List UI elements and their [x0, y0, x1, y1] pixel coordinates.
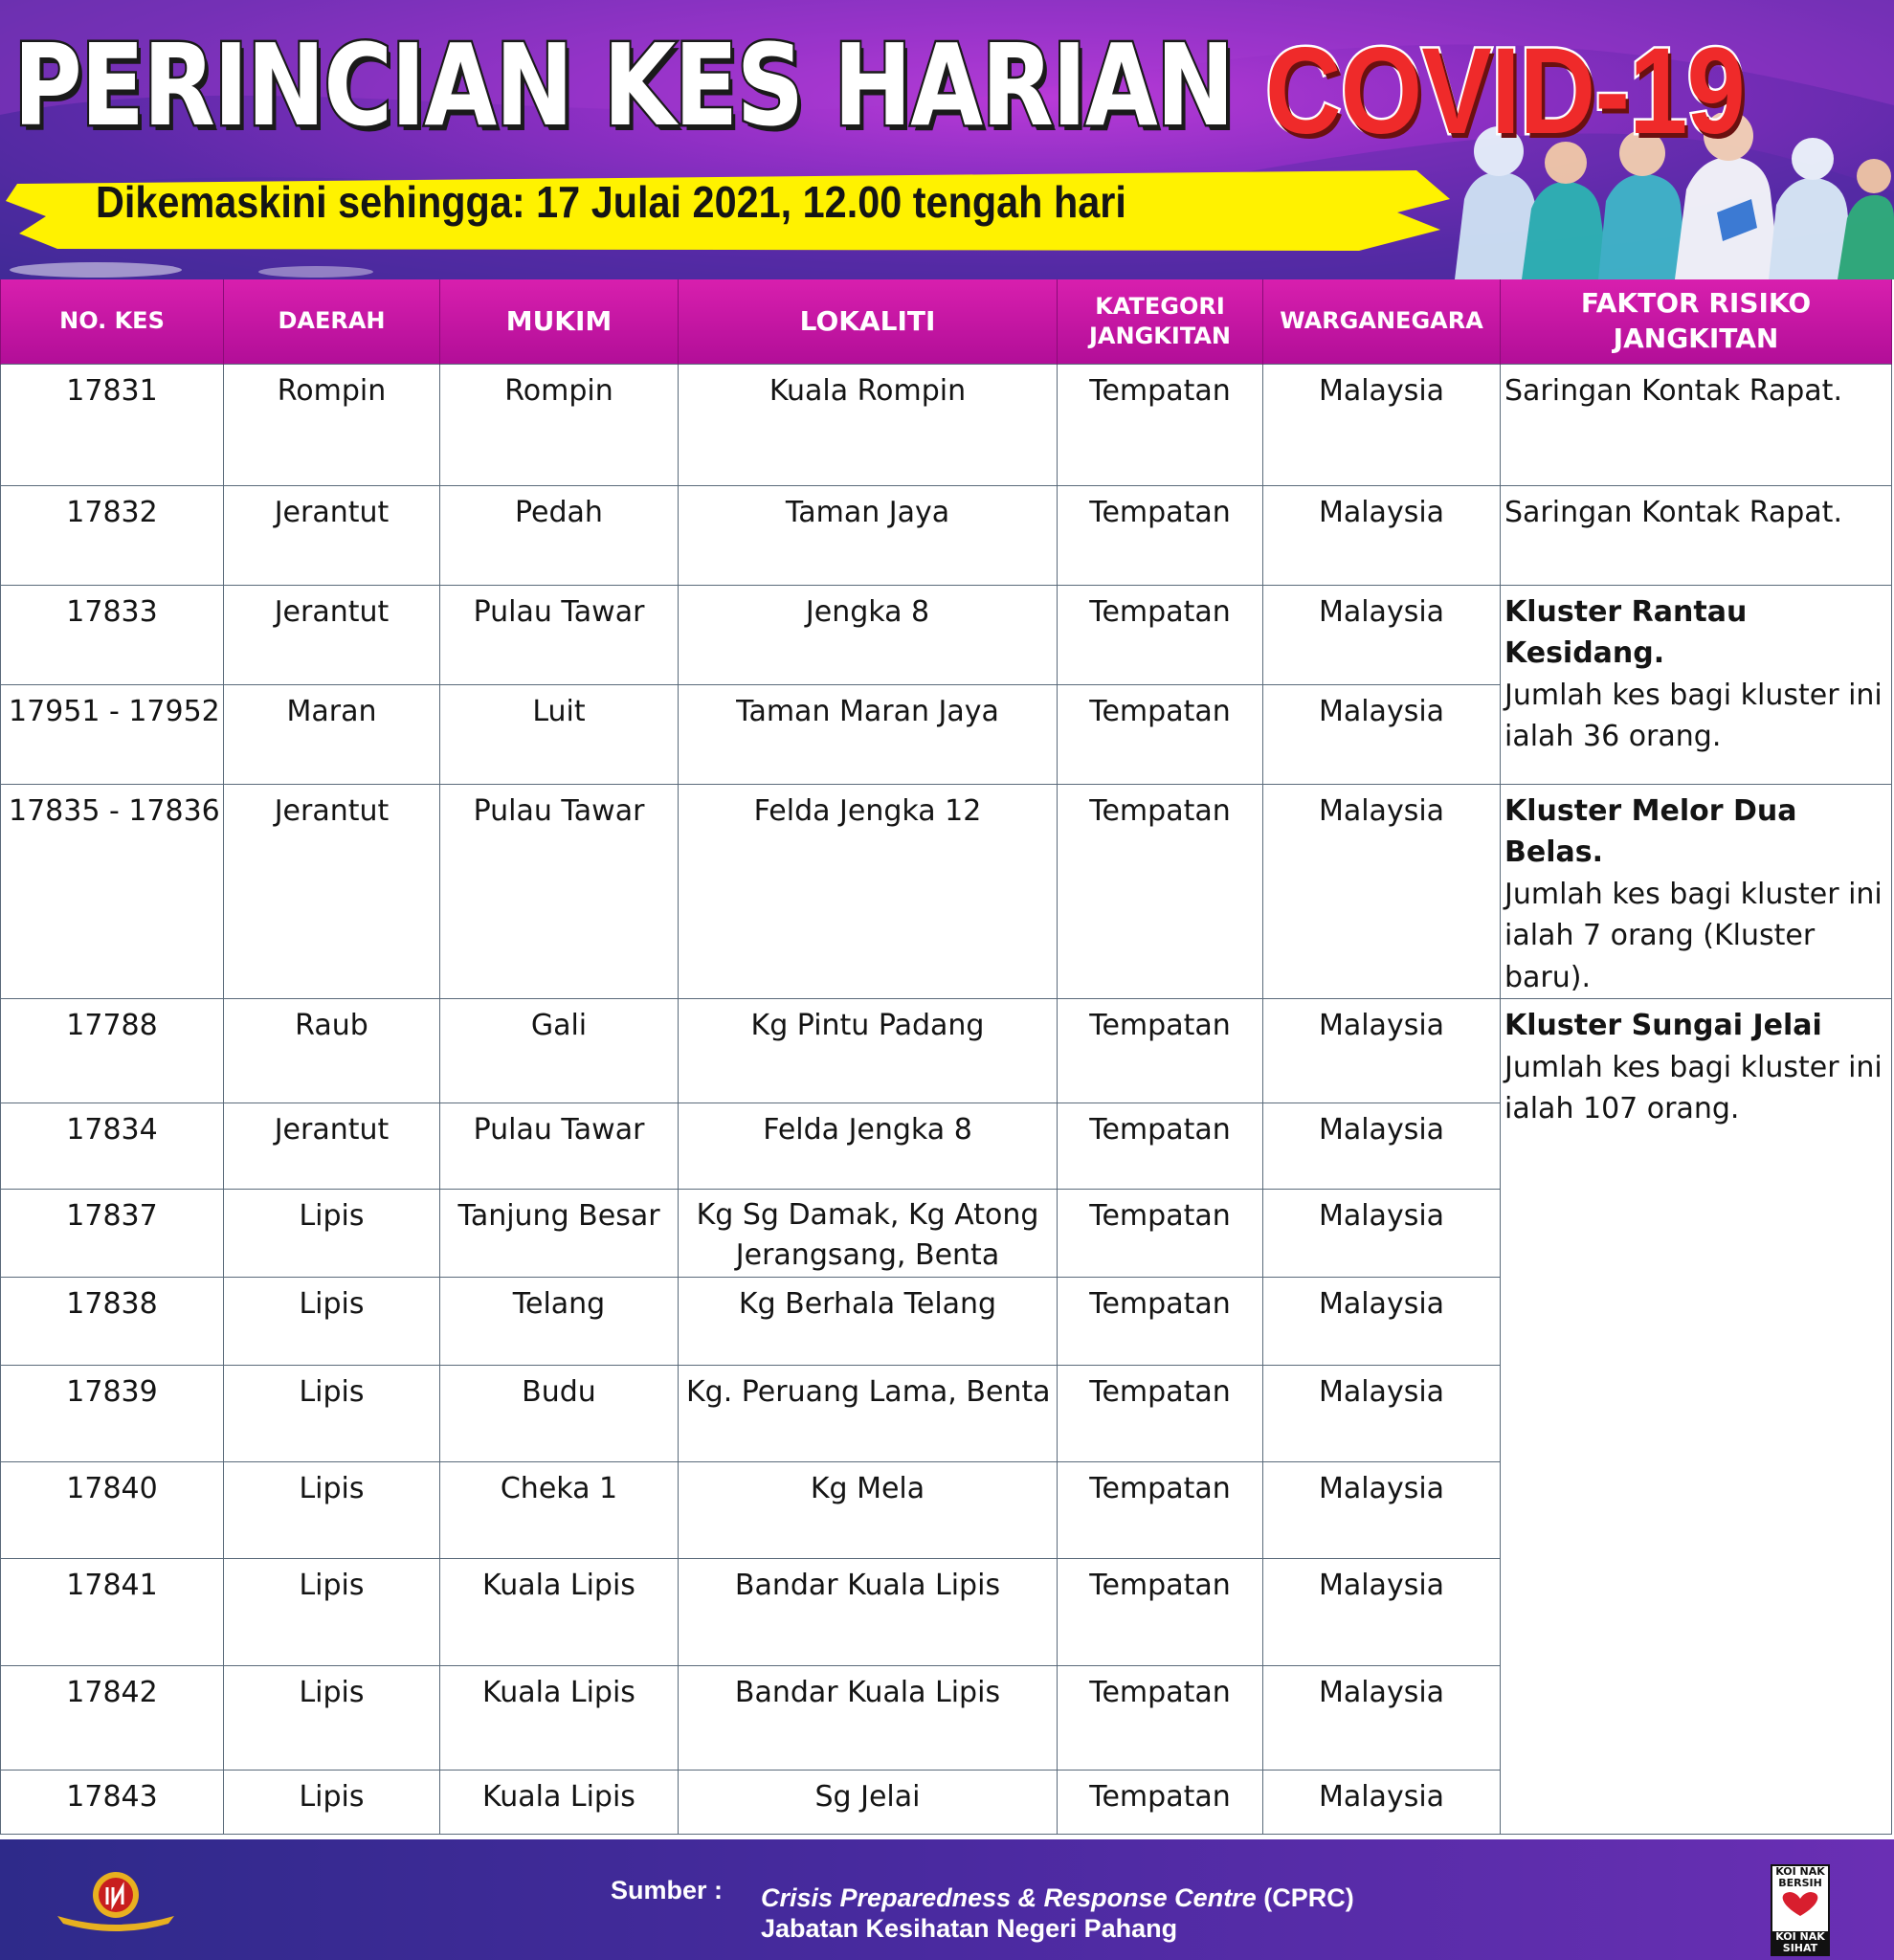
- cell-mukim: Budu: [440, 1366, 679, 1462]
- koi-nak-sihat-logo: [1771, 1864, 1830, 1956]
- cell-mukim: Pulau Tawar: [440, 585, 679, 684]
- cell-daerah: Maran: [224, 684, 440, 784]
- cell-daerah: Lipis: [224, 1190, 440, 1278]
- header-banner: [0, 0, 1894, 279]
- cell-lokaliti: Kg. Peruang Lama, Benta: [679, 1366, 1058, 1462]
- cell-daerah: Lipis: [224, 1559, 440, 1666]
- cell-daerah: Lipis: [224, 1771, 440, 1835]
- cell-mukim: Kuala Lipis: [440, 1559, 679, 1666]
- col-header-kategori: [1058, 279, 1263, 364]
- koi-logo-bottom-text: KOI NAK SIHAT: [1772, 1931, 1828, 1954]
- case-table: [0, 279, 1892, 1835]
- cell-lokaliti: Felda Jengka 8: [679, 1103, 1058, 1190]
- cell-mukim: Pedah: [440, 485, 679, 585]
- table-row: [1, 485, 1892, 585]
- cell-no-kes: 17841: [1, 1559, 224, 1666]
- cell-no-kes: 17831: [1, 364, 224, 485]
- faktor-text: Saringan Kontak Rapat.: [1504, 495, 1842, 529]
- table-row: [1, 784, 1892, 999]
- col-header-kategori-line1: KATEGORI: [1095, 292, 1225, 320]
- cell-kategori: Tempatan: [1058, 1462, 1263, 1559]
- faktor-text: Jumlah kes bagi kluster ini ialah 7 orang (Kluster baru).: [1504, 877, 1883, 994]
- updated-timestamp: Dikemaskini sehingga: 17 Julai 2021, 12.00 tengah hari: [96, 177, 1126, 227]
- cell-faktor: [1501, 585, 1892, 784]
- cell-daerah: Lipis: [224, 1462, 440, 1559]
- col-header-no-kes: NO. KES: [1, 279, 224, 364]
- col-header-mukim: MUKIM: [440, 279, 679, 364]
- cell-warganegara: Malaysia: [1263, 1462, 1501, 1559]
- cell-warganegara: Malaysia: [1263, 1771, 1501, 1835]
- cell-warganegara: Malaysia: [1263, 684, 1501, 784]
- cell-kategori: Tempatan: [1058, 1190, 1263, 1278]
- cell-lokaliti: Kg Pintu Padang: [679, 999, 1058, 1103]
- col-header-faktor: [1501, 279, 1892, 364]
- faktor-cluster-name: Kluster Melor Dua Belas.: [1504, 793, 1797, 869]
- koi-logo-top-text: KOI NAK BERSIH: [1775, 1865, 1825, 1889]
- cell-lokaliti: Kg Sg Damak, Kg Atong Jerangsang, Benta: [679, 1190, 1058, 1278]
- table-row: [1, 999, 1892, 1103]
- cell-daerah: Jerantut: [224, 784, 440, 999]
- cell-warganegara: Malaysia: [1263, 485, 1501, 585]
- cell-no-kes: 17788: [1, 999, 224, 1103]
- cell-lokaliti: Kg Berhala Telang: [679, 1278, 1058, 1366]
- cell-mukim: Pulau Tawar: [440, 784, 679, 999]
- cell-faktor: [1501, 364, 1892, 485]
- cell-warganegara: Malaysia: [1263, 999, 1501, 1103]
- cell-lokaliti: Felda Jengka 12: [679, 784, 1058, 999]
- cell-daerah: Lipis: [224, 1666, 440, 1771]
- cell-mukim: Gali: [440, 999, 679, 1103]
- cell-lokaliti: Kg Mela: [679, 1462, 1058, 1559]
- col-header-daerah: DAERAH: [224, 279, 440, 364]
- cell-warganegara: Malaysia: [1263, 1559, 1501, 1666]
- source-organization: [761, 1883, 1354, 1913]
- cell-kategori: Tempatan: [1058, 784, 1263, 999]
- cell-no-kes: 17833: [1, 585, 224, 684]
- cell-kategori: Tempatan: [1058, 485, 1263, 585]
- cell-mukim: Kuala Lipis: [440, 1771, 679, 1835]
- faktor-cluster-name: Kluster Sungai Jelai: [1504, 1009, 1822, 1042]
- cell-daerah: Jerantut: [224, 1103, 440, 1190]
- source-label: Sumber :: [611, 1876, 724, 1904]
- cell-kategori: Tempatan: [1058, 364, 1263, 485]
- heart-icon: [1772, 1889, 1828, 1918]
- cell-lokaliti: Taman Jaya: [679, 485, 1058, 585]
- cell-no-kes: 17838: [1, 1278, 224, 1366]
- covid-title: COVID-19: [1265, 23, 1745, 160]
- col-header-kategori-line2: JANGKITAN: [1089, 322, 1231, 349]
- col-header-lokaliti: LOKALITI: [679, 279, 1058, 364]
- cell-kategori: Tempatan: [1058, 1666, 1263, 1771]
- cell-warganegara: Malaysia: [1263, 1666, 1501, 1771]
- cell-no-kes: 17839: [1, 1366, 224, 1462]
- cell-warganegara: Malaysia: [1263, 364, 1501, 485]
- cell-no-kes: 17835 - 17836: [1, 784, 224, 999]
- cell-mukim: Tanjung Besar: [440, 1190, 679, 1278]
- cell-no-kes: 17834: [1, 1103, 224, 1190]
- cell-daerah: Raub: [224, 999, 440, 1103]
- cell-mukim: Telang: [440, 1278, 679, 1366]
- cell-daerah: Jerantut: [224, 485, 440, 585]
- cell-daerah: Jerantut: [224, 585, 440, 684]
- faktor-cluster-name: Kluster Rantau Kesidang.: [1504, 594, 1748, 670]
- cell-warganegara: Malaysia: [1263, 1278, 1501, 1366]
- cell-warganegara: Malaysia: [1263, 1190, 1501, 1278]
- cell-kategori: Tempatan: [1058, 1103, 1263, 1190]
- cell-lokaliti: Jengka 8: [679, 585, 1058, 684]
- col-header-warganegara: WARGANEGARA: [1263, 279, 1501, 364]
- source-department: Jabatan Kesihatan Negeri Pahang: [761, 1914, 1178, 1943]
- cell-mukim: Pulau Tawar: [440, 1103, 679, 1190]
- cell-warganegara: Malaysia: [1263, 1366, 1501, 1462]
- cell-warganegara: Malaysia: [1263, 784, 1501, 999]
- cell-daerah: Rompin: [224, 364, 440, 485]
- cell-lokaliti: Bandar Kuala Lipis: [679, 1559, 1058, 1666]
- cell-mukim: Luit: [440, 684, 679, 784]
- faktor-text: Saringan Kontak Rapat.: [1504, 373, 1842, 408]
- cell-no-kes: 17951 - 17952: [1, 684, 224, 784]
- cell-kategori: Tempatan: [1058, 585, 1263, 684]
- col-header-faktor-line1: FAKTOR RISIKO: [1580, 287, 1812, 320]
- cell-no-kes: 17832: [1, 485, 224, 585]
- page-title: PERINCIAN KES HARIAN: [13, 19, 1234, 151]
- cell-lokaliti: Kuala Rompin: [679, 364, 1058, 485]
- col-header-faktor-line2: JANGKITAN: [1613, 322, 1779, 354]
- cell-no-kes: 17843: [1, 1771, 224, 1835]
- faktor-text: Jumlah kes bagi kluster ini ialah 107 orang.: [1504, 1050, 1883, 1125]
- cell-kategori: Tempatan: [1058, 1366, 1263, 1462]
- cell-kategori: Tempatan: [1058, 999, 1263, 1103]
- cell-daerah: Lipis: [224, 1278, 440, 1366]
- cell-mukim: Cheka 1: [440, 1462, 679, 1559]
- source-org-abbr: (CPRC): [1256, 1883, 1354, 1912]
- cell-kategori: Tempatan: [1058, 1278, 1263, 1366]
- table-header-row: [1, 279, 1892, 364]
- cell-no-kes: 17840: [1, 1462, 224, 1559]
- cell-daerah: Lipis: [224, 1366, 440, 1462]
- cell-lokaliti: Bandar Kuala Lipis: [679, 1666, 1058, 1771]
- cell-mukim: Kuala Lipis: [440, 1666, 679, 1771]
- cell-kategori: Tempatan: [1058, 1559, 1263, 1666]
- table-row: [1, 585, 1892, 684]
- jkn-logo: [54, 1866, 178, 1933]
- cell-faktor: [1501, 784, 1892, 999]
- table-row: [1, 364, 1892, 485]
- source-org-name: Crisis Preparedness & Response Centre: [761, 1883, 1257, 1912]
- cell-lokaliti: Sg Jelai: [679, 1771, 1058, 1835]
- cell-kategori: Tempatan: [1058, 684, 1263, 784]
- cell-lokaliti: Taman Maran Jaya: [679, 684, 1058, 784]
- cell-mukim: Rompin: [440, 364, 679, 485]
- cell-kategori: Tempatan: [1058, 1771, 1263, 1835]
- cell-warganegara: Malaysia: [1263, 585, 1501, 684]
- cell-no-kes: 17837: [1, 1190, 224, 1278]
- faktor-text: Jumlah kes bagi kluster ini ialah 36 orang.: [1504, 678, 1883, 753]
- cell-faktor: [1501, 999, 1892, 1835]
- cell-warganegara: Malaysia: [1263, 1103, 1501, 1190]
- cell-no-kes: 17842: [1, 1666, 224, 1771]
- cell-faktor: [1501, 485, 1892, 585]
